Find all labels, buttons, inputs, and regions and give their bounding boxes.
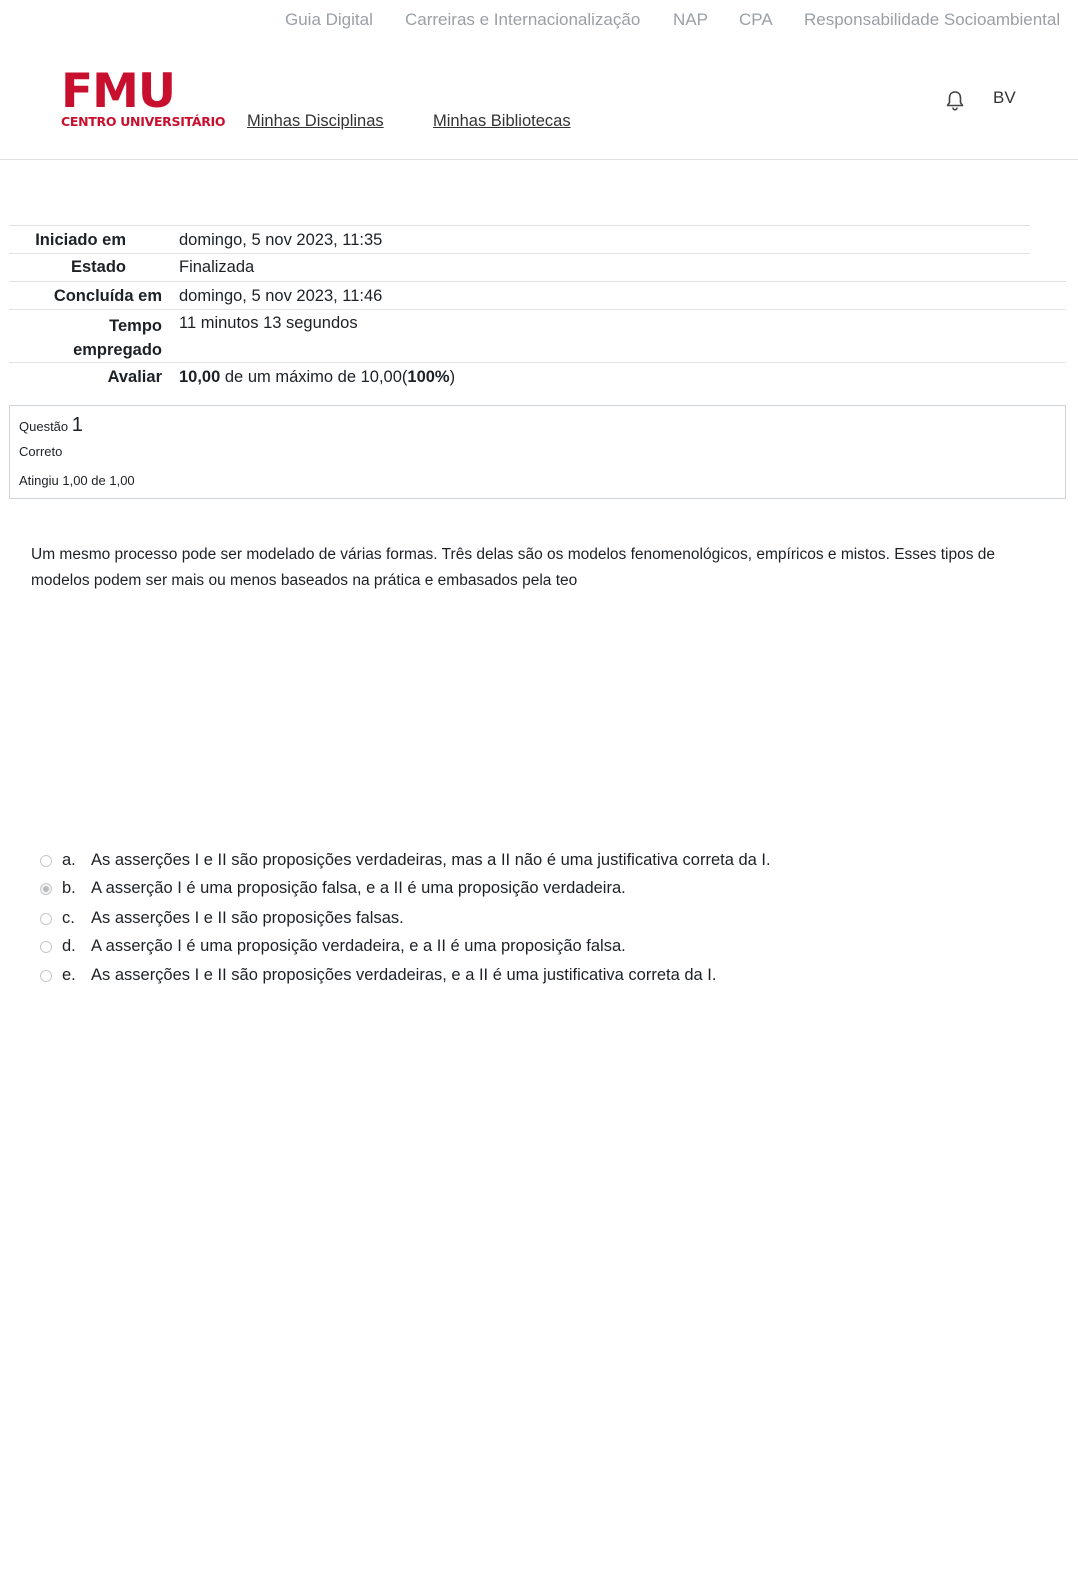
fmu-logo[interactable] — [61, 64, 226, 130]
option-text: As asserções I e II são proposições verdadeiras, e a II é uma justificativa correta da I. — [91, 966, 717, 984]
completed-label: Concluída em — [53, 287, 162, 305]
option-letter: a. — [62, 851, 76, 869]
top-links-bar — [0, 0, 1078, 42]
grade-score: 10,00 — [179, 368, 221, 386]
bell-icon[interactable] — [945, 90, 965, 112]
radio-option-a[interactable] — [40, 855, 52, 867]
option-letter: c. — [62, 909, 75, 927]
option-text: As asserções I e II são proposições verdadeiras, mas a II não é uma justificativa correta da I. — [91, 851, 771, 869]
state-label: Estado — [70, 258, 126, 276]
grade-close: ) — [449, 368, 456, 386]
question-state: Correto — [19, 444, 63, 459]
question-number-value: 1 — [71, 414, 83, 436]
question-label: Questão — [19, 419, 69, 434]
top-link-cpa[interactable]: CPA — [739, 10, 773, 29]
summary-row-state — [9, 253, 1030, 281]
site-header — [0, 42, 1078, 160]
user-avatar[interactable]: BV — [993, 88, 1016, 107]
logo-subtitle: CENTRO UNIVERSITÁRIO — [61, 114, 226, 129]
state-value: Finalizada — [179, 258, 255, 276]
grade-label: Avaliar — [107, 368, 162, 386]
completed-value: domingo, 5 nov 2023, 11:46 — [179, 287, 383, 305]
option-text: A asserção I é uma proposição falsa, e a II é uma proposição verdadeira. — [91, 879, 626, 897]
question-grade: Atingiu 1,00 de 1,00 — [19, 473, 135, 488]
logo-wordmark: FMU — [61, 64, 176, 119]
radio-option-e[interactable] — [40, 970, 52, 982]
option-text: A asserção I é uma proposição verdadeira, e a II é uma proposição falsa. — [91, 937, 626, 955]
time-label-line2: empregado — [73, 341, 162, 359]
option-text: As asserções I e II são proposições falsas. — [91, 909, 404, 927]
option-letter: d. — [62, 937, 76, 955]
top-link-carreiras[interactable]: Carreiras e Internacionalização — [405, 10, 641, 29]
top-link-nap[interactable]: NAP — [673, 10, 708, 29]
option-letter: b. — [62, 879, 76, 897]
summary-row-time — [9, 309, 1066, 362]
question-text: Um mesmo processo pode ser modelado de várias formas. Três delas são os modelos fenomenológicos, empíricos e mistos. Esses tipos de modelos podem ser mais ou menos baseados na prática e embasados pela teo — [31, 546, 996, 589]
option-letter: e. — [62, 966, 76, 984]
time-label-line1: Tempo — [109, 317, 162, 335]
question-number — [19, 414, 83, 437]
grade-max: de um máximo de 10,00( — [220, 368, 408, 386]
time-value: 11 minutos 13 segundos — [179, 314, 358, 332]
top-link-responsabilidade[interactable]: Responsabilidade Socioambiental — [804, 10, 1061, 29]
summary-row-grade — [9, 362, 1066, 393]
radio-option-b-selected[interactable] — [40, 883, 52, 895]
time-label — [73, 314, 162, 362]
top-link-guia-digital[interactable]: Guia Digital — [285, 10, 373, 29]
attempt-summary-table — [9, 225, 1066, 393]
started-value: domingo, 5 nov 2023, 11:35 — [179, 231, 383, 249]
radio-option-c[interactable] — [40, 913, 52, 925]
summary-row-completed — [9, 281, 1066, 309]
radio-option-d[interactable] — [40, 941, 52, 953]
nav-minhas-disciplinas[interactable]: Minhas Disciplinas — [247, 112, 384, 130]
grade-value — [179, 368, 455, 387]
question-info-box — [9, 405, 1066, 499]
summary-row-started — [9, 225, 1030, 253]
started-label: Iniciado em — [35, 231, 126, 249]
nav-minhas-bibliotecas[interactable]: Minhas Bibliotecas — [433, 112, 571, 130]
grade-percent: 100% — [407, 368, 450, 386]
